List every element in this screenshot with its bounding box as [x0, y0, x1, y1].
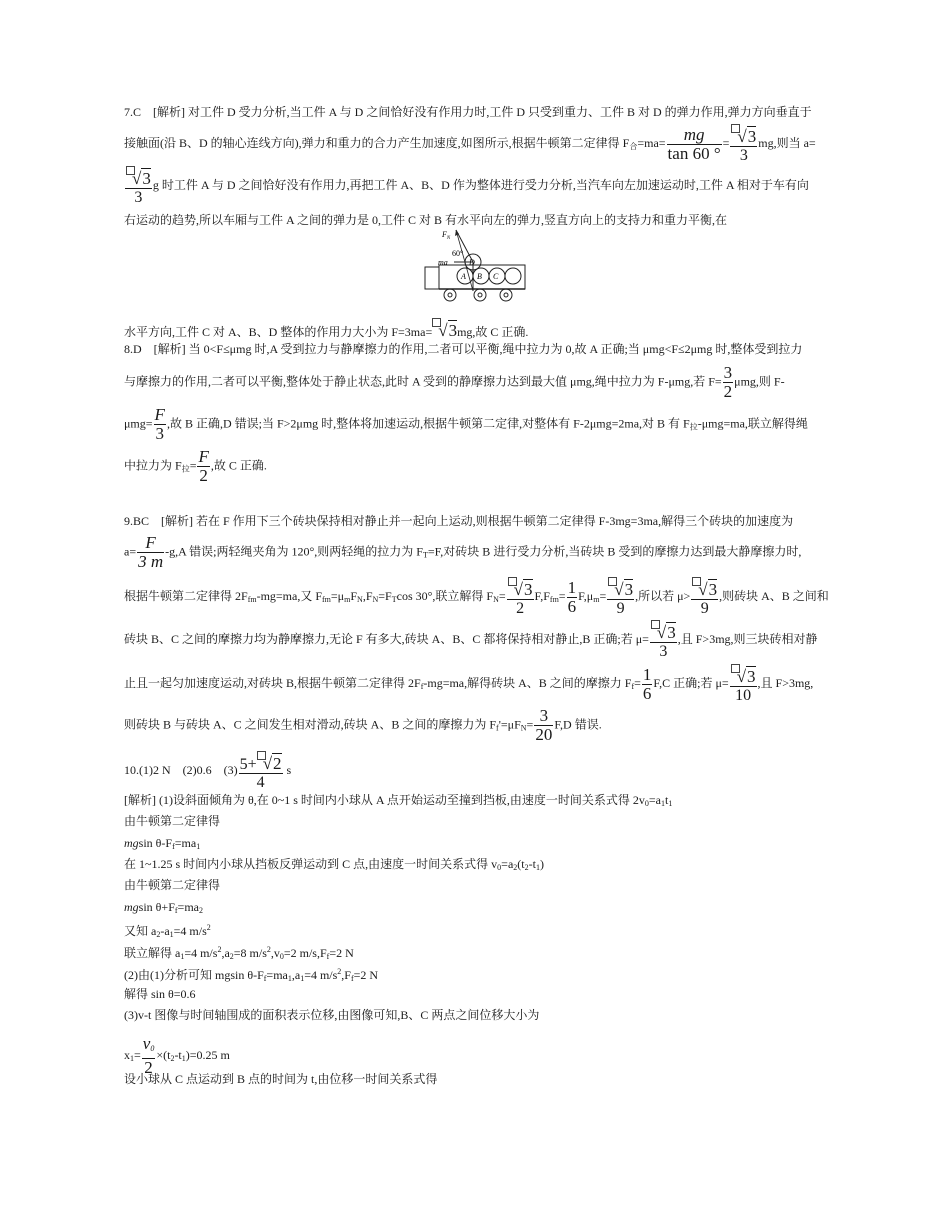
q10-l12a: x [124, 1047, 130, 1062]
q9-l4a: 砖块 B、C 之间的摩擦力均为静摩擦力,无论 F 有多大,砖块 A、B、C 都将保持相对静止,B 正确;若 μ= [124, 631, 649, 646]
q8-line-1 [124, 341, 802, 357]
q10-line-9 [124, 964, 378, 987]
q7-text-4: 右运动的趋势,所以车厢与工件 A 之间的弹力是 0,工件 C 对 B 有水平向左的弹力,竖直方向上的支持力和重力平衡,在 [124, 213, 728, 227]
q9-l3e: ,F [362, 588, 373, 603]
q10-l1s3: 1 [668, 799, 673, 808]
q10-l11: (3)v-t 图像与时间轴围成的面积表示位移,由图像可知,B、C 两点之间位移大小为 [124, 1008, 540, 1022]
q10-line-6 [124, 899, 203, 919]
q7-fraction-root3-3-b [125, 166, 152, 206]
q10-l3b: sin θ-F [138, 836, 173, 850]
q8-line-2 [124, 364, 785, 401]
q10-l8s4: f [326, 952, 330, 961]
sqrt-icon: √3 [438, 321, 458, 340]
q10-l9d: ,a [291, 968, 301, 982]
label-ma: ma [438, 258, 448, 267]
q10-l6s1: f [174, 906, 178, 915]
q7-fraction-root3-3 [730, 124, 757, 164]
q10-l8e: ,v [270, 946, 280, 960]
q10-l8p2: 2 [266, 945, 271, 954]
q9-l3l: = [599, 588, 607, 603]
q10-l8s3: 0 [279, 952, 284, 961]
q10-l9b: sin θ-F [230, 968, 264, 982]
q8-line-3 [124, 406, 808, 443]
q10-l8g: =2 N [329, 946, 354, 960]
q8-text-4b: = [189, 458, 197, 473]
q10-f_num: v [142, 1034, 151, 1053]
q10-l6s2: 2 [198, 906, 203, 915]
q10-head_den: 4 [256, 774, 265, 791]
q9-l3s1: fm [247, 594, 257, 604]
q7-line-2 [124, 124, 816, 164]
q7-frac3-num [125, 166, 152, 189]
q9-fraction-f-3m [137, 534, 164, 571]
q7-line-3 [124, 166, 809, 206]
sqrt-icon: √3 [132, 169, 151, 188]
q8-frac3-num: F [198, 447, 209, 466]
q7-line-4 [124, 212, 727, 228]
q9-l3j: = [558, 588, 566, 603]
q9-l3s6: T [391, 594, 397, 604]
q10-head_a: 10.(1)2 N (2)0.6 (3) [124, 762, 238, 777]
q9-r3: 3 [624, 580, 634, 599]
q9-l5s2: f [631, 681, 635, 691]
q10-l8a: 联立解得 a [124, 946, 181, 960]
q10-line-4 [124, 856, 544, 876]
q7-text-2c: mg,则当 a= [758, 135, 816, 150]
q10-l7s2: 1 [169, 930, 174, 939]
q8-frac2-num: F [154, 405, 165, 424]
q7-line-5 [124, 318, 528, 340]
q10-f_num_sub: 0 [150, 1044, 155, 1053]
q9-l3d: F [350, 588, 358, 603]
q9-fraction-root3-10 [730, 664, 757, 704]
q8-fraction-f-3 [154, 406, 166, 443]
q10-l1s1: 0 [644, 799, 649, 808]
q9-f6_den: 3 [659, 643, 668, 660]
q9-l3i: F,F [534, 588, 550, 603]
q9-l3c: =μ [330, 588, 345, 603]
q8-frac2-den: 3 [155, 424, 164, 443]
q10-l8s1: 1 [180, 952, 185, 961]
q10-l6a: mg [124, 900, 139, 914]
q7-root-value-c: 3 [448, 321, 458, 340]
sqrt-icon: √3 [513, 580, 533, 599]
truck-bed [439, 265, 525, 289]
q10-l12d: -t [174, 1047, 182, 1062]
q9-text-2c: =F,对砖块 B 进行受力分析,当砖块 B 受到的摩擦力达到最大静摩擦力时, [427, 544, 802, 559]
q10-l9a: (2)由(1)分析可知 mg [124, 968, 231, 982]
q9-f7_num: 1 [642, 664, 652, 684]
q9-fraction-1-6 [567, 579, 578, 616]
q7-equals: = [722, 135, 730, 150]
q8-text-3c: -μmg=ma,联立解得绳 [697, 416, 808, 431]
q9-l3s9: m [593, 594, 600, 604]
q9-r3: 3 [524, 580, 533, 599]
q8-line-4 [124, 448, 267, 485]
q8-sub-la-b: 拉 [181, 464, 190, 474]
q9-f5_den: 9 [700, 600, 709, 617]
q9-l3h: = [498, 588, 506, 603]
q10-line-3 [124, 835, 200, 855]
wheel-front [444, 289, 456, 301]
q10-l7a: 又知 a [124, 924, 157, 938]
q9-line-5 [124, 664, 813, 704]
label-b: B [477, 272, 482, 281]
q10-l6c: =ma [177, 900, 199, 914]
q10-l4d: -t [528, 857, 536, 871]
truck-force-diagram [424, 227, 532, 303]
q9-l3m: ,所以若 μ> [635, 588, 691, 603]
q9-l3b: -mg=ma,又 F [256, 588, 323, 603]
q9-r3: 3 [667, 623, 676, 642]
q10-line-13 [124, 1071, 437, 1087]
label-a: A [461, 272, 466, 281]
q7-text-5a: 水平方向,工件 C 对 A、B、D 整体的作用力大小为 F=3ma= [124, 325, 433, 339]
q10-l9f: ,F [341, 968, 351, 982]
q10-l9s2: 1 [287, 974, 292, 983]
q9-l3f: =F [378, 588, 392, 603]
q10-head_num_a: 5+ [239, 756, 257, 773]
sqrt-icon: √3 [698, 580, 718, 599]
q9-fraction-root3-9 [607, 577, 634, 617]
q9-l4b: ,且 F>3mg,则三块砖相对静 [677, 631, 818, 646]
q10-line-7 [124, 920, 211, 943]
q9-line-1 [124, 513, 793, 529]
q7-frac2-num [730, 124, 757, 147]
q9-fraction-root3-2 [507, 577, 534, 617]
q10-l3c: =ma [174, 836, 197, 850]
q9-l6c: = [526, 717, 534, 732]
q10-l7s1: 2 [156, 930, 161, 939]
sqrt-icon: √3 [656, 623, 676, 642]
q10-answer-line [124, 751, 291, 791]
q9-l3s3: m [344, 594, 351, 604]
label-fn [441, 230, 451, 241]
q10-l1b: =a [648, 793, 661, 807]
q10-l10: 解得 sin θ=0.6 [124, 987, 196, 1001]
sqrt-icon: √3 [736, 667, 756, 686]
q10-line-10 [124, 986, 196, 1002]
q9-l3s4: N [357, 594, 363, 604]
q7-fraction-mg-tan [667, 126, 722, 163]
q10-head_b: s [283, 762, 292, 777]
wheel-rear-hub [504, 293, 508, 297]
sqrt-icon: √2 [262, 754, 282, 773]
q9-frac1-num: F [137, 534, 164, 553]
q7-root-value: 3 [747, 127, 757, 146]
q9-l3g: cos 30°,联立解得 F [396, 588, 494, 603]
q10-l12s2: 2 [170, 1053, 175, 1063]
q7-frac2-den: 3 [739, 147, 748, 164]
wheel-front-hub [448, 293, 452, 297]
cylinder-extra [505, 268, 521, 284]
q10-line-5 [124, 877, 220, 893]
q10-l4s3: 2 [524, 863, 529, 872]
wheel-mid-hub [478, 293, 482, 297]
q10-l1a: [解析] (1)设斜面倾角为 θ,在 0~1 s 时间内小球从 A 点开始运动至撞到挡板,由速度一时间关系式得 2v [124, 793, 645, 807]
q10-l12s1: 1 [130, 1053, 134, 1063]
q9-l3n: ,则砖块 A、B 之间和 [719, 588, 829, 603]
q8-text-4c: ,故 C 正确. [210, 458, 267, 473]
q10-l9s4: f [350, 974, 354, 983]
q10-line-2 [124, 813, 220, 829]
q8-sub-la: 拉 [689, 422, 698, 432]
q9-f8_den: 10 [735, 687, 752, 704]
q7-frac3-den: 3 [134, 189, 143, 206]
q9-l3a: 根据牛顿第二定律得 2F [124, 588, 248, 603]
q10-l2: 由牛顿第二定律得 [124, 814, 221, 828]
q9-frac1-den: 3 m [138, 552, 164, 571]
q10-l4b: =a [501, 857, 514, 871]
q7-text-3: g 时工件 A 与 D 之间恰好没有作用力,再把工件 A、B、D 作为整体进行受力分析,当汽车向左加速运动时,工件 A 相对于车有向 [152, 177, 809, 192]
q10-l12c: ×(t [156, 1047, 171, 1062]
sqrt-icon: √3 [614, 580, 634, 599]
q8-frac3-den: 2 [199, 466, 208, 485]
q10-l7p: 2 [206, 923, 211, 932]
q9-l5a: 止且一起匀加速度运动,对砖块 B,根据牛顿第二定律得 2F [124, 675, 421, 690]
q9-l5c: = [634, 675, 641, 690]
wheel-rear [500, 289, 512, 301]
label-angle: 60° [452, 249, 464, 258]
q10-l7b: -a [160, 924, 170, 938]
q9-f2_den: 2 [516, 600, 525, 617]
q7-line-1 [124, 104, 812, 120]
q10-l4e: ) [539, 857, 544, 871]
q10-l9p: 2 [337, 967, 342, 976]
q9-f9_den: 20 [535, 725, 553, 744]
q9-l3s5: N [372, 594, 379, 604]
q9-l3s8: fm [549, 594, 559, 604]
q8-text-3a: μmg= [124, 416, 153, 431]
q10-l3s1: f [172, 842, 175, 851]
q7-text-1: 7.C [解析] 对工件 D 受力分析,当工件 A 与 D 之间恰好没有作用力时,工件 D 只受到重力、工件 B 对 D 的弹力作用,弹力方向垂直于 [124, 105, 812, 119]
q10-fraction-time [239, 751, 283, 791]
q10-line-8 [124, 942, 354, 965]
q9-f9_num: 3 [534, 707, 553, 726]
q10-l6b: sin θ+F [138, 900, 175, 914]
q10-line-11 [124, 1007, 539, 1023]
q9-l6s1: f [496, 723, 499, 733]
q9-r3: 3 [747, 667, 756, 686]
q7-sub-he: 合 [629, 141, 638, 151]
q10-l8d: =8 m/s [233, 946, 267, 960]
q10-l4s1: 0 [497, 863, 502, 872]
q9-l3k: F,μ [578, 588, 594, 603]
q8-text-2a: 与摩擦力的作用,二者可以平衡,整体处于静止状态,此时 A 受到的静摩擦力达到最大值 μmg,绳中拉力为 F-μmg,若 F= [124, 374, 722, 389]
q9-text-2a: a= [124, 544, 137, 559]
label-d: D [469, 258, 475, 267]
label-c: C [493, 272, 499, 281]
q10-l4s4: 1 [535, 863, 540, 872]
q9-f3_den: 6 [567, 596, 577, 616]
q8-frac1-den: 2 [723, 382, 733, 401]
q10-l9e: =4 m/s [304, 968, 338, 982]
diagram-fn_sub: N [446, 236, 451, 241]
q9-text-2b: -g,A 错误;两轻绳夹角为 120°,则两轻绳的拉力为 F [165, 544, 423, 559]
q10-l12b: = [134, 1047, 141, 1062]
q10-head_r: 2 [273, 754, 282, 773]
q9-fraction-3-20 [534, 707, 553, 744]
q10-l9c: =ma [266, 968, 288, 982]
q9-sub-t: T [422, 550, 428, 560]
q8-frac1-num: 3 [723, 363, 733, 382]
q9-l5d: F,C 正确;若 μ= [653, 675, 729, 690]
q9-fraction-root3-3 [650, 620, 677, 660]
q8-text-2b: μmg,则 F- [734, 374, 785, 389]
q7-text-2a: 接触面(沿 B、D 的轴心连线方向),弹力和重力的合力产生加速度,如图所示,根据牛顿第二定律得 F [124, 135, 630, 150]
q10-l12s3: 1 [181, 1053, 186, 1063]
q9-l6b: '=μF [498, 717, 521, 732]
q9-f3_num: 1 [567, 577, 577, 597]
q9-fraction-root3-9-b [691, 577, 718, 617]
q9-line-4 [124, 620, 818, 660]
q9-l3s2: fm [322, 594, 331, 604]
q9-l5b: -mg=ma,解得砖块 A、B 之间的摩擦力 F [423, 675, 632, 690]
q10-l1c: t [665, 793, 669, 807]
truck-cab [425, 267, 439, 289]
q9-l5e: ,且 F>3mg, [757, 675, 814, 690]
q9-line-3 [124, 577, 829, 617]
q10-l1s2: 1 [661, 799, 665, 808]
q10-l3s2: 1 [196, 842, 201, 851]
q10-l4a: 在 1~1.25 s 时间内小球从挡板反弹运动到 C 点,由速度一时间关系式得 v [124, 857, 498, 871]
q9-f7_den: 6 [642, 683, 652, 703]
q7-frac-num: mg [667, 126, 722, 145]
q9-l3s7: N [493, 594, 499, 604]
q10-l8c: ,a [221, 946, 230, 960]
q10-l7c: =4 m/s [173, 924, 207, 938]
q10-l8f: =2 m/s,F [283, 946, 327, 960]
q7-frac-den: tan 60 ° [667, 143, 721, 163]
q10-l9s3: 1 [300, 974, 305, 983]
q8-text-1: 8.D [解析] 当 0<F≤μmg 时,A 受到拉力与静摩擦力的作用,二者可以平衡,绳中拉力为 0,故 A 正确;当 μmg<F≤2μmg 时,整体受到拉力 [124, 342, 803, 356]
q9-l6a: 则砖块 B 与砖块 A、C 之间发生相对滑动,砖块 A、B 之间的摩擦力为 F [124, 717, 497, 732]
wheel-mid [474, 289, 486, 301]
q10-l5: 由牛顿第二定律得 [124, 878, 221, 892]
q9-l6s2: N [520, 723, 527, 733]
q9-text-1: 9.BC [解析] 若在 F 作用下三个砖块保持相对静止并一起向上运动,则根据牛顿第二定律得 F-3mg=3ma,解得三个砖块的加速度为 [124, 514, 794, 528]
q9-l6d: F,D 错误. [554, 717, 602, 732]
q10-l9g: =2 N [353, 968, 379, 982]
q10-f_den: 2 [144, 1058, 153, 1077]
q7-text-2b: =ma= [637, 135, 666, 150]
q10-l9s1: f [263, 974, 267, 983]
q8-text-4a: 中拉力为 F [124, 458, 182, 473]
q10-l8b: =4 m/s [184, 946, 218, 960]
q9-l5s1: f [420, 681, 424, 691]
q9-r3: 3 [708, 580, 718, 599]
q10-l3a: mg [124, 836, 139, 850]
q8-fraction-3-2 [723, 364, 734, 401]
q9-fraction-1-6-b [642, 666, 653, 703]
q8-fraction-f-2 [197, 448, 209, 485]
q10-l4s2: 2 [513, 863, 518, 872]
q9-line-2 [124, 534, 801, 571]
q10-l12e: )=0.25 m [185, 1047, 230, 1062]
q10-l4c: (t [517, 857, 525, 871]
q7-text-5b: mg,故 C 正确. [457, 325, 529, 339]
sqrt-icon: √3 [737, 127, 757, 146]
q8-text-3b: ,故 B 正确,D 错误;当 F>2μmg 时,整体将加速运动,根据牛顿第二定律,对整体有 F-2μmg=2ma,对 B 有 F [166, 416, 690, 431]
q9-f4_den: 9 [616, 600, 625, 617]
q10-line-1 [124, 792, 672, 812]
q7-root-value-b: 3 [142, 169, 151, 188]
q10-l13: 设小球从 C 点运动到 B 点的时间为 t,由位移一时间关系式得 [124, 1072, 438, 1086]
q10-l8p1: 2 [217, 945, 222, 954]
diagram-fn: F [442, 230, 447, 239]
q9-line-6 [124, 707, 602, 744]
q10-l8s2: 2 [229, 952, 234, 961]
